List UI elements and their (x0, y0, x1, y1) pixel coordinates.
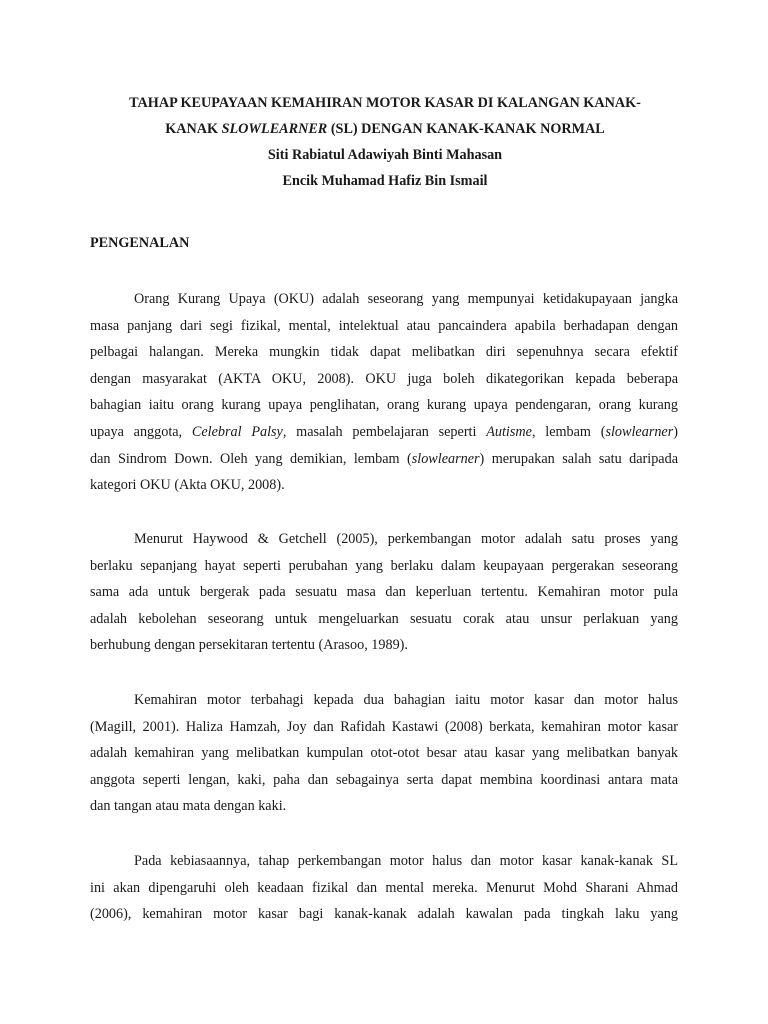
line-text: ) (673, 423, 678, 440)
paragraph-line (90, 313, 678, 340)
paragraph-line (90, 526, 678, 553)
paragraph-line (90, 366, 678, 393)
paragraph-line (90, 446, 678, 473)
line-text: berlaku sepanjang hayat seperti perubahan yang berlaku dalam keupayaan pergerakan seseorang (90, 557, 678, 574)
line-text: Orang Kurang Upaya (OKU) adalah seseorang yang mempunyai ketidakupayaan jangka (134, 291, 678, 307)
section-heading: PENGENALAN (90, 235, 190, 251)
italic-term: slowlearner (605, 423, 674, 440)
line-text: kategori OKU (Akta OKU, 2008). (90, 477, 285, 494)
line-text: ini akan dipengaruhi oleh keadaan fizikal dan mental mereka. Menurut Mohd Sharani Ahmad (90, 879, 678, 896)
line-text: adalah kemahiran yang melibatkan kumpulan otot-otot besar atau kasar yang melibatkan banyak (90, 745, 678, 762)
body-paragraph (90, 848, 678, 928)
paper-title-line-2 (90, 116, 680, 142)
paragraph-line (90, 740, 678, 767)
paragraph-line (90, 901, 678, 928)
line-text: upaya anggota, (90, 423, 192, 440)
italic-term: Celebral Palsy (191, 423, 283, 440)
line-text: dan tangan atau mata dengan kaki. (90, 798, 287, 815)
line-text: sama ada untuk bergerak pada sesuatu masa dan keperluan tertentu. Kemahiran motor pula (90, 584, 678, 601)
paragraph-line (90, 392, 678, 419)
line-text: berhubung dengan persekitaran tertentu (Arasoo, 1989). (90, 637, 408, 654)
line-text: , lembam ( (531, 423, 606, 440)
line-text: Pada kebiasaannya, tahap perkembangan motor halus dan motor kasar kanak-kanak SL (134, 853, 678, 869)
paper-title-line-1: TAHAP KEUPAYAAN KEMAHIRAN MOTOR KASAR DI KALANGAN KANAK- (129, 95, 641, 111)
line-text: adalah kebolehan seseorang untuk mengeluarkan sesuatu corak atau unsur perlakuan yang (90, 610, 678, 627)
line-text: , masalah pembelajaran seperti (282, 423, 487, 440)
line-text: masa panjang dari segi fizikal, mental, intelektual atau pancaindera apabila berhadapan dengan (90, 317, 678, 334)
paragraph-line (90, 472, 678, 499)
body-paragraph (90, 526, 678, 659)
paragraph-line (90, 606, 678, 633)
paragraph-line (90, 579, 678, 606)
title-text: (SL) DENGAN KANAK-KANAK NORMAL (327, 121, 605, 137)
line-text: (Magill, 2001). Haliza Hamzah, Joy dan Rafidah Kastawi (2008) berkata, kemahiran motor kasar (90, 718, 678, 735)
paragraph-line (90, 632, 678, 659)
paragraph-line (90, 793, 678, 820)
italic-term: slowlearner (411, 450, 480, 467)
line-text: dengan masyarakat (AKTA OKU, 2008). OKU juga boleh dikategorikan kepada beberapa (90, 370, 678, 387)
author-name: Siti Rabiatul Adawiyah Binti Mahasan (267, 147, 503, 163)
paragraph-line (90, 848, 678, 875)
line-text: Menurut Haywood & Getchell (2005), perkembangan motor adalah satu proses yang (134, 531, 678, 547)
paragraph-line (90, 875, 678, 902)
paragraph-line (90, 286, 678, 313)
title-text: KANAK (165, 121, 222, 137)
line-text: bahagian iaitu orang kurang upaya penglihatan, orang kurang upaya pendengaran, orang kurang (90, 397, 678, 414)
line-text: (2006), kemahiran motor kasar bagi kanak-kanak adalah kawalan pada tingkah laku yang (90, 906, 678, 923)
paragraph-line (90, 553, 678, 580)
line-text: Kemahiran motor terbahagi kepada dua bahagian iaitu motor kasar dan motor halus (134, 692, 678, 708)
line-text: ) merupakan salah satu daripada (479, 450, 678, 467)
paper-title-block (90, 90, 680, 194)
paragraph-line (90, 419, 678, 446)
paragraph-line (90, 767, 678, 794)
title-italic-term: SLOWLEARNER (221, 121, 328, 137)
paragraph-line (90, 714, 678, 741)
author-name: Encik Muhamad Hafiz Bin Ismail (282, 173, 488, 189)
italic-term: Autisme (486, 423, 532, 440)
body-paragraph (90, 286, 678, 499)
line-text: dan Sindrom Down. Oleh yang demikian, lembam ( (90, 450, 412, 467)
line-text: pelbagai halangan. Mereka mungkin tidak dapat melibatkan diri sepenuhnya secara efektif (90, 344, 678, 361)
line-text: anggota seperti lengan, kaki, paha dan sebagainya serta dapat membina koordinasi antara mata (90, 771, 678, 788)
body-paragraph (90, 687, 678, 820)
paragraph-line (90, 687, 678, 714)
paragraph-line (90, 339, 678, 366)
